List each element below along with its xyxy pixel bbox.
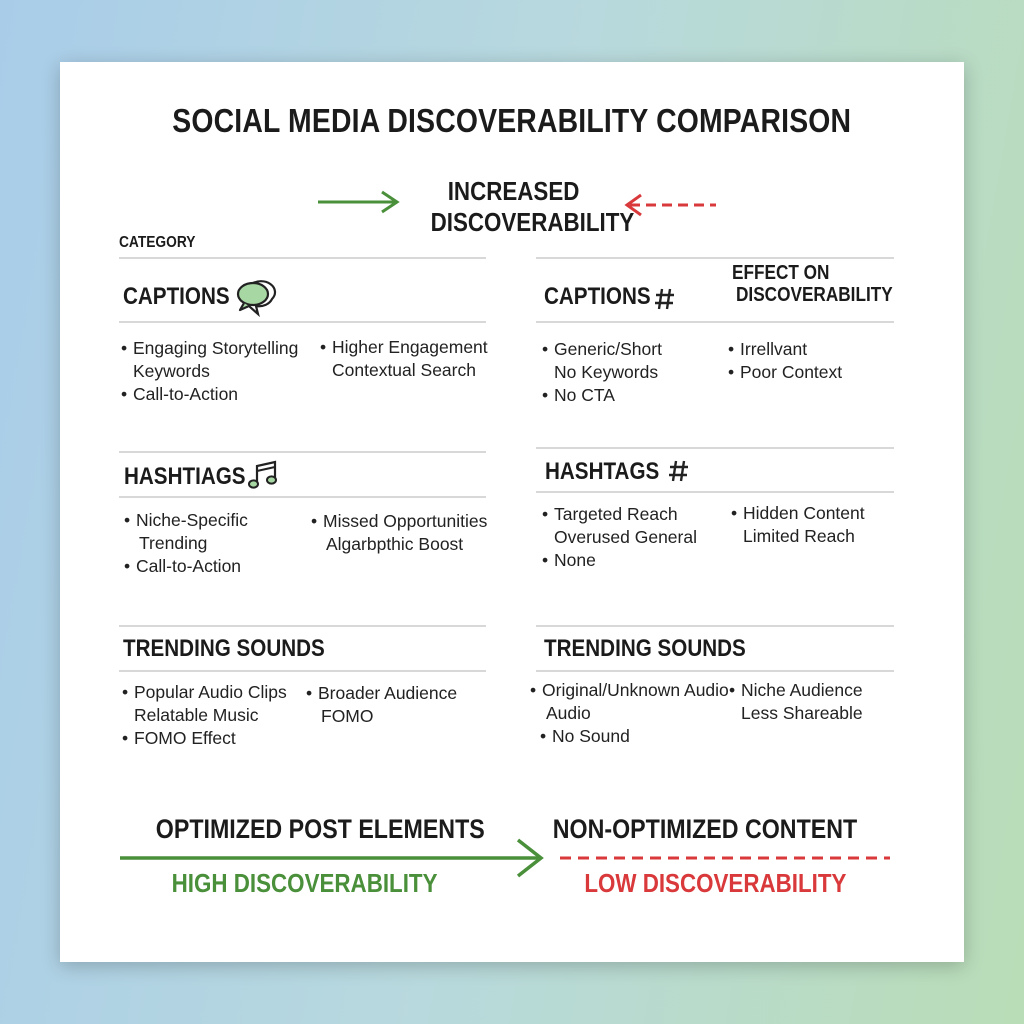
red-left-arrow-icon <box>624 192 718 218</box>
list-item: Keywords <box>133 361 210 381</box>
low-discoverability-label: LOW DISCOVERABILITY <box>583 868 847 898</box>
divider <box>119 625 486 627</box>
right-sounds-list-1 <box>530 679 729 748</box>
list-item: Algarbpthic Boost <box>326 534 464 554</box>
list-item: • Niche Audience <box>729 680 863 700</box>
left-captions-list-2 <box>320 336 488 382</box>
music-note-icon <box>246 458 280 492</box>
list-item: • No Sound <box>540 726 630 746</box>
list-item: • Irrellvant <box>728 339 808 359</box>
list-item: • Targeted Reach <box>542 504 678 524</box>
hash-icon <box>668 459 690 483</box>
divider <box>119 496 486 498</box>
list-item: Limited Reach <box>743 526 855 546</box>
hash-icon <box>654 287 676 311</box>
list-item: Audio <box>546 703 591 723</box>
increased-discoverability-label: INCREASED DISCOVERABILITY <box>430 176 635 237</box>
section-title: TRENDING SOUNDS <box>123 635 325 662</box>
left-hashtags-list-2 <box>311 510 487 556</box>
divider <box>536 321 894 323</box>
left-captions-list-1 <box>121 337 298 406</box>
divider <box>536 625 894 627</box>
list-item: Relatable Music <box>134 705 259 725</box>
divider <box>536 670 894 672</box>
list-item: • Call-to-Action <box>121 384 239 404</box>
comparison-card <box>60 62 964 962</box>
list-item: • Missed Opportunities <box>311 511 488 531</box>
category-label: CATEGORY <box>119 234 196 251</box>
list-item: • Hidden Content <box>731 503 865 523</box>
non-optimized-content-label: NON-OPTIMIZED CONTENT <box>552 814 858 844</box>
list-item: • Generic/Short <box>542 339 662 359</box>
list-item: • Niche-Specific <box>124 510 248 530</box>
list-item: • Original/Unknown Audio <box>530 680 729 700</box>
page-title: SOCIAL MEDIA DISCOVERABILITY COMPARISON <box>172 102 852 139</box>
divider <box>119 451 486 453</box>
divider <box>119 257 486 259</box>
list-item: • Higher Engagement <box>320 337 488 357</box>
red-dashed-line <box>560 854 890 862</box>
section-title: TRENDING SOUNDS <box>544 635 746 662</box>
high-discoverability-label: HIGH DISCOVERABILITY <box>172 868 438 898</box>
right-captions-list-2 <box>728 338 842 384</box>
divider <box>119 670 486 672</box>
optimized-post-elements-label: OPTIMIZED POST ELEMENTS <box>155 814 485 844</box>
list-item: Overused General <box>554 527 697 547</box>
speech-bubbles-icon <box>236 279 282 319</box>
divider <box>536 447 894 449</box>
list-item: Contextual Search <box>332 360 476 380</box>
divider <box>536 491 894 493</box>
divider <box>536 257 894 259</box>
list-item: • Engaging Storytelling <box>121 338 299 358</box>
section-title: HASHTAGS <box>545 458 660 485</box>
list-item: • FOMO Effect <box>122 728 236 748</box>
section-title: CAPTIONS <box>544 283 651 310</box>
right-captions-list-1 <box>542 338 662 407</box>
list-item: FOMO <box>321 706 374 726</box>
effect-on-discoverability-label: EFFECT ON DISCOVERABILITY <box>732 262 893 306</box>
list-item: No Keywords <box>554 362 659 382</box>
list-item: Less Shareable <box>741 703 863 723</box>
right-sounds-list-2 <box>729 679 863 725</box>
divider <box>119 321 486 323</box>
left-sounds-list-1 <box>122 681 287 750</box>
green-right-arrow-icon <box>316 190 402 214</box>
list-item: • Broader Audience <box>306 683 458 703</box>
list-item: • None <box>542 550 596 570</box>
list-item: Trending <box>139 533 208 553</box>
section-title: CAPTIONS <box>123 283 230 310</box>
section-title: HASHTIAGS <box>124 463 246 490</box>
left-hashtags-list-1 <box>124 509 248 578</box>
list-item: • Popular Audio Clips <box>122 682 287 702</box>
list-item: • Call-to-Action <box>124 556 242 576</box>
list-item: • No CTA <box>542 385 615 405</box>
list-item: • Poor Context <box>728 362 843 382</box>
right-hashtags-list-2 <box>731 502 865 548</box>
left-sounds-list-2 <box>306 682 457 728</box>
right-hashtags-list-1 <box>542 503 697 572</box>
